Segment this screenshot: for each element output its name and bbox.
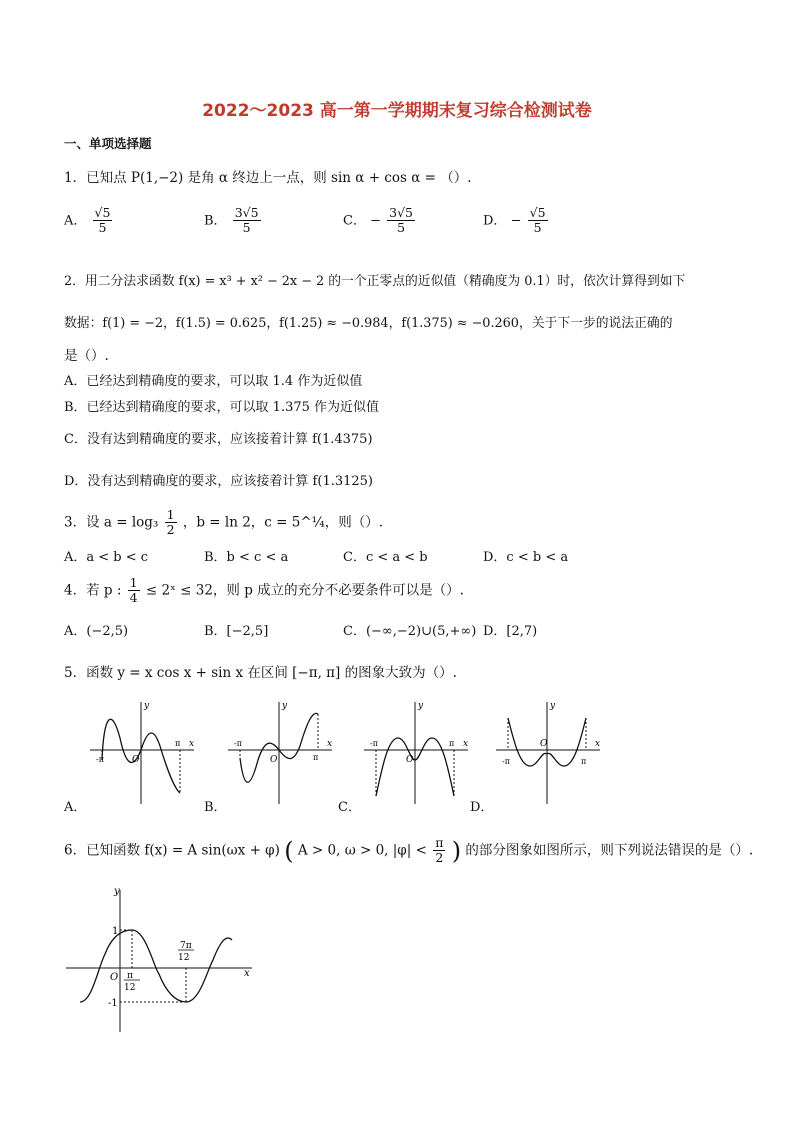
q2-option-a: A．已经达到精确度的要求，可以取 1.4 作为近似值 — [64, 374, 363, 389]
fraction — [165, 508, 177, 538]
option-label: B． — [204, 213, 227, 229]
neg-pi-label: -π — [370, 739, 378, 748]
q1-option-a — [64, 206, 114, 236]
pi-label: π — [175, 739, 181, 748]
q4-stem-post: ≤ 2ˣ ≤ 32，则 p 成立的充分不必要条件可以是（）. — [145, 582, 464, 599]
fraction — [433, 836, 445, 866]
q3-stem-post: ，b = ln 2，c = 5^¼，则（）. — [182, 514, 384, 531]
q2-option-c: C．没有达到精确度的要求，应该接着计算 f(1.4375) — [64, 432, 373, 447]
q5-option-a: A． — [64, 800, 87, 815]
q4-stem — [64, 576, 464, 606]
numerator: 3√5 — [389, 205, 414, 220]
origin-label: O — [540, 739, 548, 749]
graph-one-label: 1 — [112, 926, 119, 937]
q4-stem-pre: 4．若 p : — [64, 582, 122, 599]
neg-pi-label: -π — [96, 755, 104, 764]
denominator: 4 — [129, 590, 138, 606]
origin-label: O — [406, 755, 414, 765]
q3-stem — [64, 508, 383, 538]
q4-option-c: C．(−∞,−2)∪(5,+∞) — [343, 624, 477, 639]
graph-x-label: x — [244, 968, 250, 979]
denominator: 5 — [533, 220, 542, 236]
q5-option-c: C． — [338, 800, 361, 815]
q6-stem — [64, 836, 753, 866]
axis-x-label: x — [327, 739, 333, 749]
q4-option-b: B．[−2,5] — [204, 624, 269, 639]
graph-origin-label: O — [110, 972, 119, 983]
sign: − — [370, 213, 381, 229]
q5-graph-c — [362, 698, 474, 806]
graph-seven-pi-den: 12 — [178, 953, 190, 963]
neg-pi-label: -π — [502, 757, 510, 766]
axis-y-label: y — [144, 701, 150, 711]
option-label: C． — [343, 213, 366, 229]
denominator: 2 — [166, 522, 175, 538]
q5-option-d: D． — [470, 800, 494, 815]
numerator: π — [435, 835, 444, 850]
denominator: 2 — [435, 850, 444, 866]
axis-y-label: y — [282, 701, 288, 711]
q2-stem-line2: 数据：f(1) = −2，f(1.5) = 0.625，f(1.25) ≈ −0.984，f(1.375) ≈ −0.260，关于下一步的说法正确的 — [64, 316, 673, 331]
paren-close: ) — [451, 836, 462, 865]
q5-graph-d — [494, 698, 606, 806]
fraction — [93, 206, 113, 236]
sign: − — [510, 213, 522, 229]
numerator: 1 — [129, 575, 138, 590]
neg-pi-label: -π — [234, 739, 242, 748]
pi-label: π — [449, 739, 455, 748]
numerator: √5 — [529, 205, 546, 220]
axis-x-label: x — [189, 739, 195, 749]
fraction — [128, 576, 140, 606]
pi-label: π — [581, 757, 587, 766]
q2-option-d: D．没有达到精确度的要求，应该接着计算 f(1.3125) — [64, 474, 373, 489]
paren-open: ( — [284, 836, 294, 865]
denominator: 5 — [98, 220, 107, 236]
numerator: 1 — [166, 507, 175, 522]
q3-stem-pre: 3．设 a = log₃ — [64, 514, 159, 531]
q2-stem-line1: 2．用二分法求函数 f(x) = x³ + x² − 2x − 2 的一个正零点的近似值（精确度为 0.1）时，依次计算得到如下 — [64, 274, 686, 289]
q6-stem-post: 的部分图象如图所示，则下列说法错误的是（）. — [465, 842, 754, 859]
denominator: 5 — [397, 220, 406, 236]
numerator: 3√5 — [234, 205, 259, 220]
axis-y-label: y — [550, 701, 556, 711]
q4-option-d: D．[2,7) — [483, 624, 538, 639]
q1-stem: 1．已知点 P(1,−2) 是角 α 终边上一点，则 sin α + cos α = （）. — [64, 170, 472, 186]
q2-stem-line3: 是（）. — [64, 348, 109, 364]
q6-graph — [62, 884, 262, 1034]
fraction — [528, 206, 548, 236]
q3-option-a: A．a < b < c — [64, 550, 149, 565]
origin-label: O — [270, 755, 278, 765]
q3-option-d: D．c < b < a — [483, 550, 569, 565]
graph-pi-den: 12 — [124, 983, 136, 993]
axis-x-label: x — [463, 739, 469, 749]
section-heading: 一、单项选择题 — [64, 136, 152, 151]
q5-graph-b — [226, 698, 338, 806]
curve — [80, 930, 232, 1002]
q3-option-b: B．b < c < a — [204, 550, 289, 565]
q6-condition: A > 0, ω > 0, |φ| < — [297, 842, 427, 859]
axis-x-label: x — [595, 739, 601, 749]
q3-option-c: C．c < a < b — [343, 550, 428, 565]
denominator: 5 — [242, 220, 251, 236]
q5-graph-a — [88, 698, 200, 806]
q4-option-a: A．(−2,5) — [64, 624, 129, 639]
fraction — [233, 206, 261, 236]
q1-option-d — [483, 206, 550, 236]
pi-label: π — [313, 753, 319, 762]
q6-stem-pre: 6．已知函数 f(x) = A sin(ωx + φ) — [64, 842, 280, 859]
graph-seven-pi-num: 7π — [180, 941, 192, 951]
q5-stem: 5．函数 y = x cos x + sin x 在区间 [−π, π] 的图象大致为（）. — [64, 665, 457, 681]
graph-y-label: y — [114, 886, 120, 897]
q1-option-b — [204, 206, 263, 236]
page-title: 2022～2023 高一第一学期期末复习综合检测试卷 — [202, 101, 592, 121]
numerator: √5 — [94, 205, 111, 220]
graph-pi-num: π — [127, 971, 133, 981]
q5-option-b: B． — [204, 800, 227, 815]
q2-option-b: B．已经达到精确度的要求，可以取 1.375 作为近似值 — [64, 400, 380, 415]
graph-neg-one-label: -1 — [108, 998, 118, 1009]
axis-y-label: y — [418, 701, 424, 711]
fraction — [387, 206, 415, 236]
option-label: D． — [483, 213, 507, 229]
origin-label: O — [132, 755, 140, 765]
option-label: A． — [64, 213, 87, 229]
q1-option-c — [343, 206, 417, 236]
